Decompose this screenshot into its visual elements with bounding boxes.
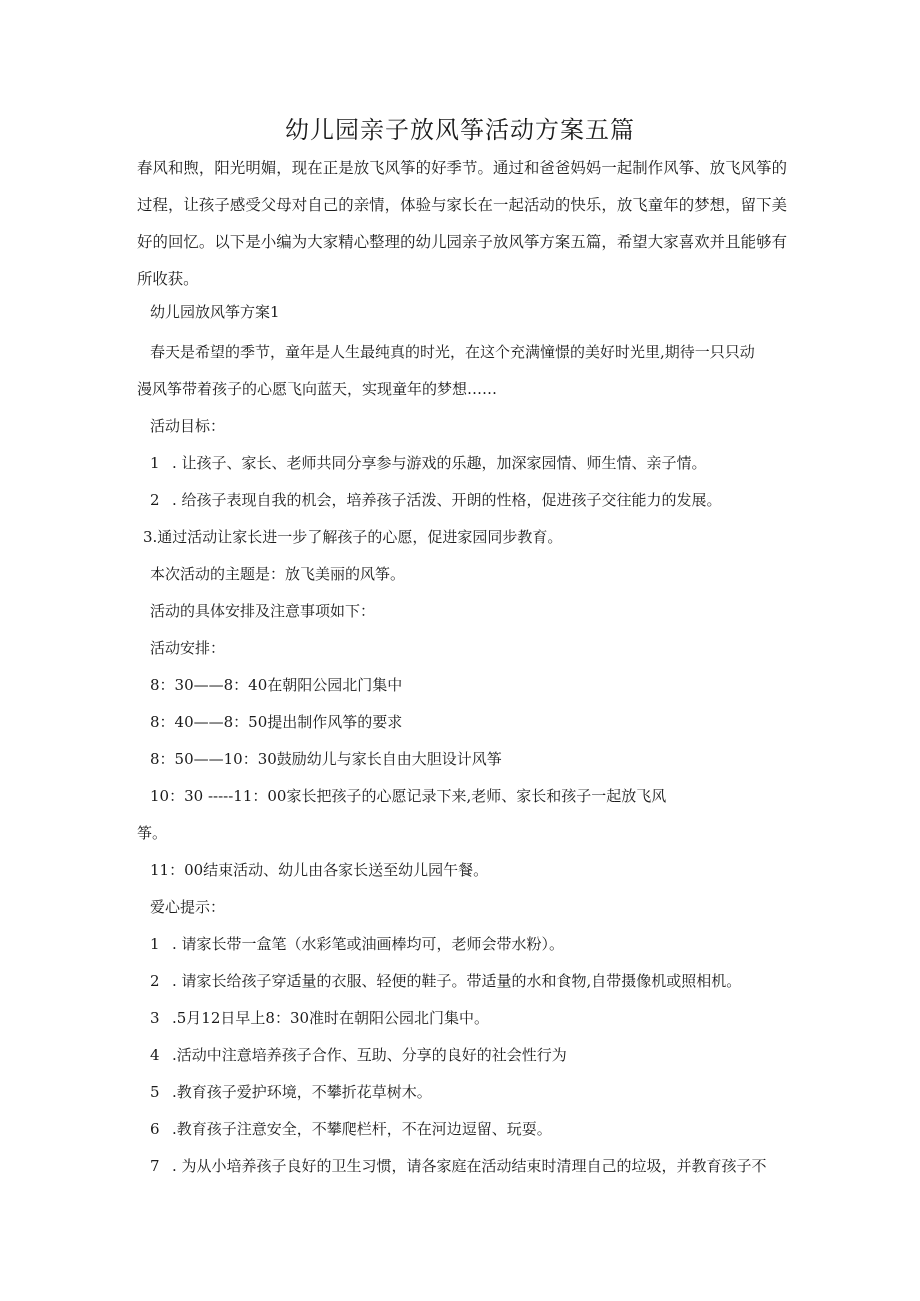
tip-number: 1	[150, 935, 160, 953]
tip-item	[150, 1118, 552, 1140]
goals-heading: 活动目标：	[150, 417, 226, 435]
goal-item	[150, 452, 707, 474]
tip-number: 5	[150, 1083, 160, 1101]
tip-number: 4	[150, 1046, 160, 1064]
schedule-heading: 活动安排：	[150, 639, 226, 657]
tip-item	[150, 1155, 767, 1177]
tip-text: .活动中注意培养孩子合作、互助、分享的良好的社会性行为	[172, 1046, 567, 1064]
schedule-item: 10：30 -----11：00家长把孩子的心愿记录下来,老师、家长和孩子一起放飞风	[150, 787, 667, 805]
goal-number: 1	[150, 454, 160, 472]
schedule-item: 11：00结束活动、幼儿由各家长送至幼儿园午餐。	[150, 861, 489, 879]
tip-text: .教育孩子爱护环境，不攀折花草树木。	[172, 1083, 432, 1101]
goal-text: . 让孩子、家长、老师共同分享参与游戏的乐趣，加深家园情、师生情、亲子情。	[172, 454, 707, 472]
tip-item	[150, 1081, 432, 1103]
tip-number: 7	[150, 1157, 160, 1175]
section-heading: 幼儿园放风筝方案1	[150, 303, 280, 321]
schedule-item: 8：50——10：30鼓励幼儿与家长自由大胆设计风筝	[150, 750, 502, 768]
arrangement-intro: 活动的具体安排及注意事项如下：	[150, 602, 376, 620]
tip-item	[150, 970, 741, 992]
tip-item	[150, 1007, 489, 1029]
goal-item	[150, 489, 722, 511]
intro-paragraph: 春风和煦，阳光明媚，现在正是放飞风筝的好季节。通过和爸爸妈妈一起制作风筝、放飞风筝的过程，让孩子感受父母对自己的亲情，体验与家长在一起活动的快乐，放飞童年的梦想，留下美好的回忆。以下是小编为大家精心整理的幼儿园亲子放风筝方案五篇，希望大家喜欢并且能够有所收获。	[137, 159, 787, 288]
tip-number: 3	[150, 1009, 160, 1027]
goal-text: 3.通过活动让家长进一步了解孩子的心愿，促进家园同步教育。	[143, 528, 563, 546]
tip-item	[150, 1044, 567, 1066]
schedule-item: 筝。	[137, 824, 168, 842]
goal-item	[143, 526, 562, 548]
paragraph-line: 漫风筝带着孩子的心愿飞向蓝天，实现童年的梦想……	[137, 380, 498, 398]
tips-heading: 爱心提示：	[150, 898, 226, 916]
tip-number: 6	[150, 1120, 160, 1138]
tip-item	[150, 933, 564, 955]
tip-text: .5月12日早上8：30准时在朝阳公园北门集中。	[172, 1009, 490, 1027]
schedule-item: 8：40——8：50提出制作风筝的要求	[150, 713, 403, 731]
theme-line: 本次活动的主题是：放飞美丽的风筝。	[150, 565, 406, 583]
goal-number: 2	[150, 491, 160, 509]
schedule-item: 8：30——8：40在朝阳公园北门集中	[150, 676, 403, 694]
paragraph-line: 春天是希望的季节，童年是人生最纯真的时光，在这个充满憧憬的美好时光里,期待一只只动	[150, 343, 755, 361]
document-title: 幼儿园亲子放风筝活动方案五篇	[285, 116, 635, 144]
tip-text: .教育孩子注意安全，不攀爬栏杆，不在河边逗留、玩耍。	[172, 1120, 552, 1138]
goal-text: . 给孩子表现自我的机会，培养孩子活泼、开朗的性格，促进孩子交往能力的发展。	[172, 491, 722, 509]
tip-text: . 请家长带一盒笔（水彩笔或油画棒均可，老师会带水粉）。	[172, 935, 565, 953]
tip-text: . 请家长给孩子穿适量的衣服、轻便的鞋子。带适量的水和食物,自带摄像机或照相机。	[172, 972, 742, 990]
tip-number: 2	[150, 972, 160, 990]
tip-text: . 为从小培养孩子良好的卫生习惯，请各家庭在活动结束时清理自己的垃圾，并教育孩子不	[172, 1157, 767, 1175]
